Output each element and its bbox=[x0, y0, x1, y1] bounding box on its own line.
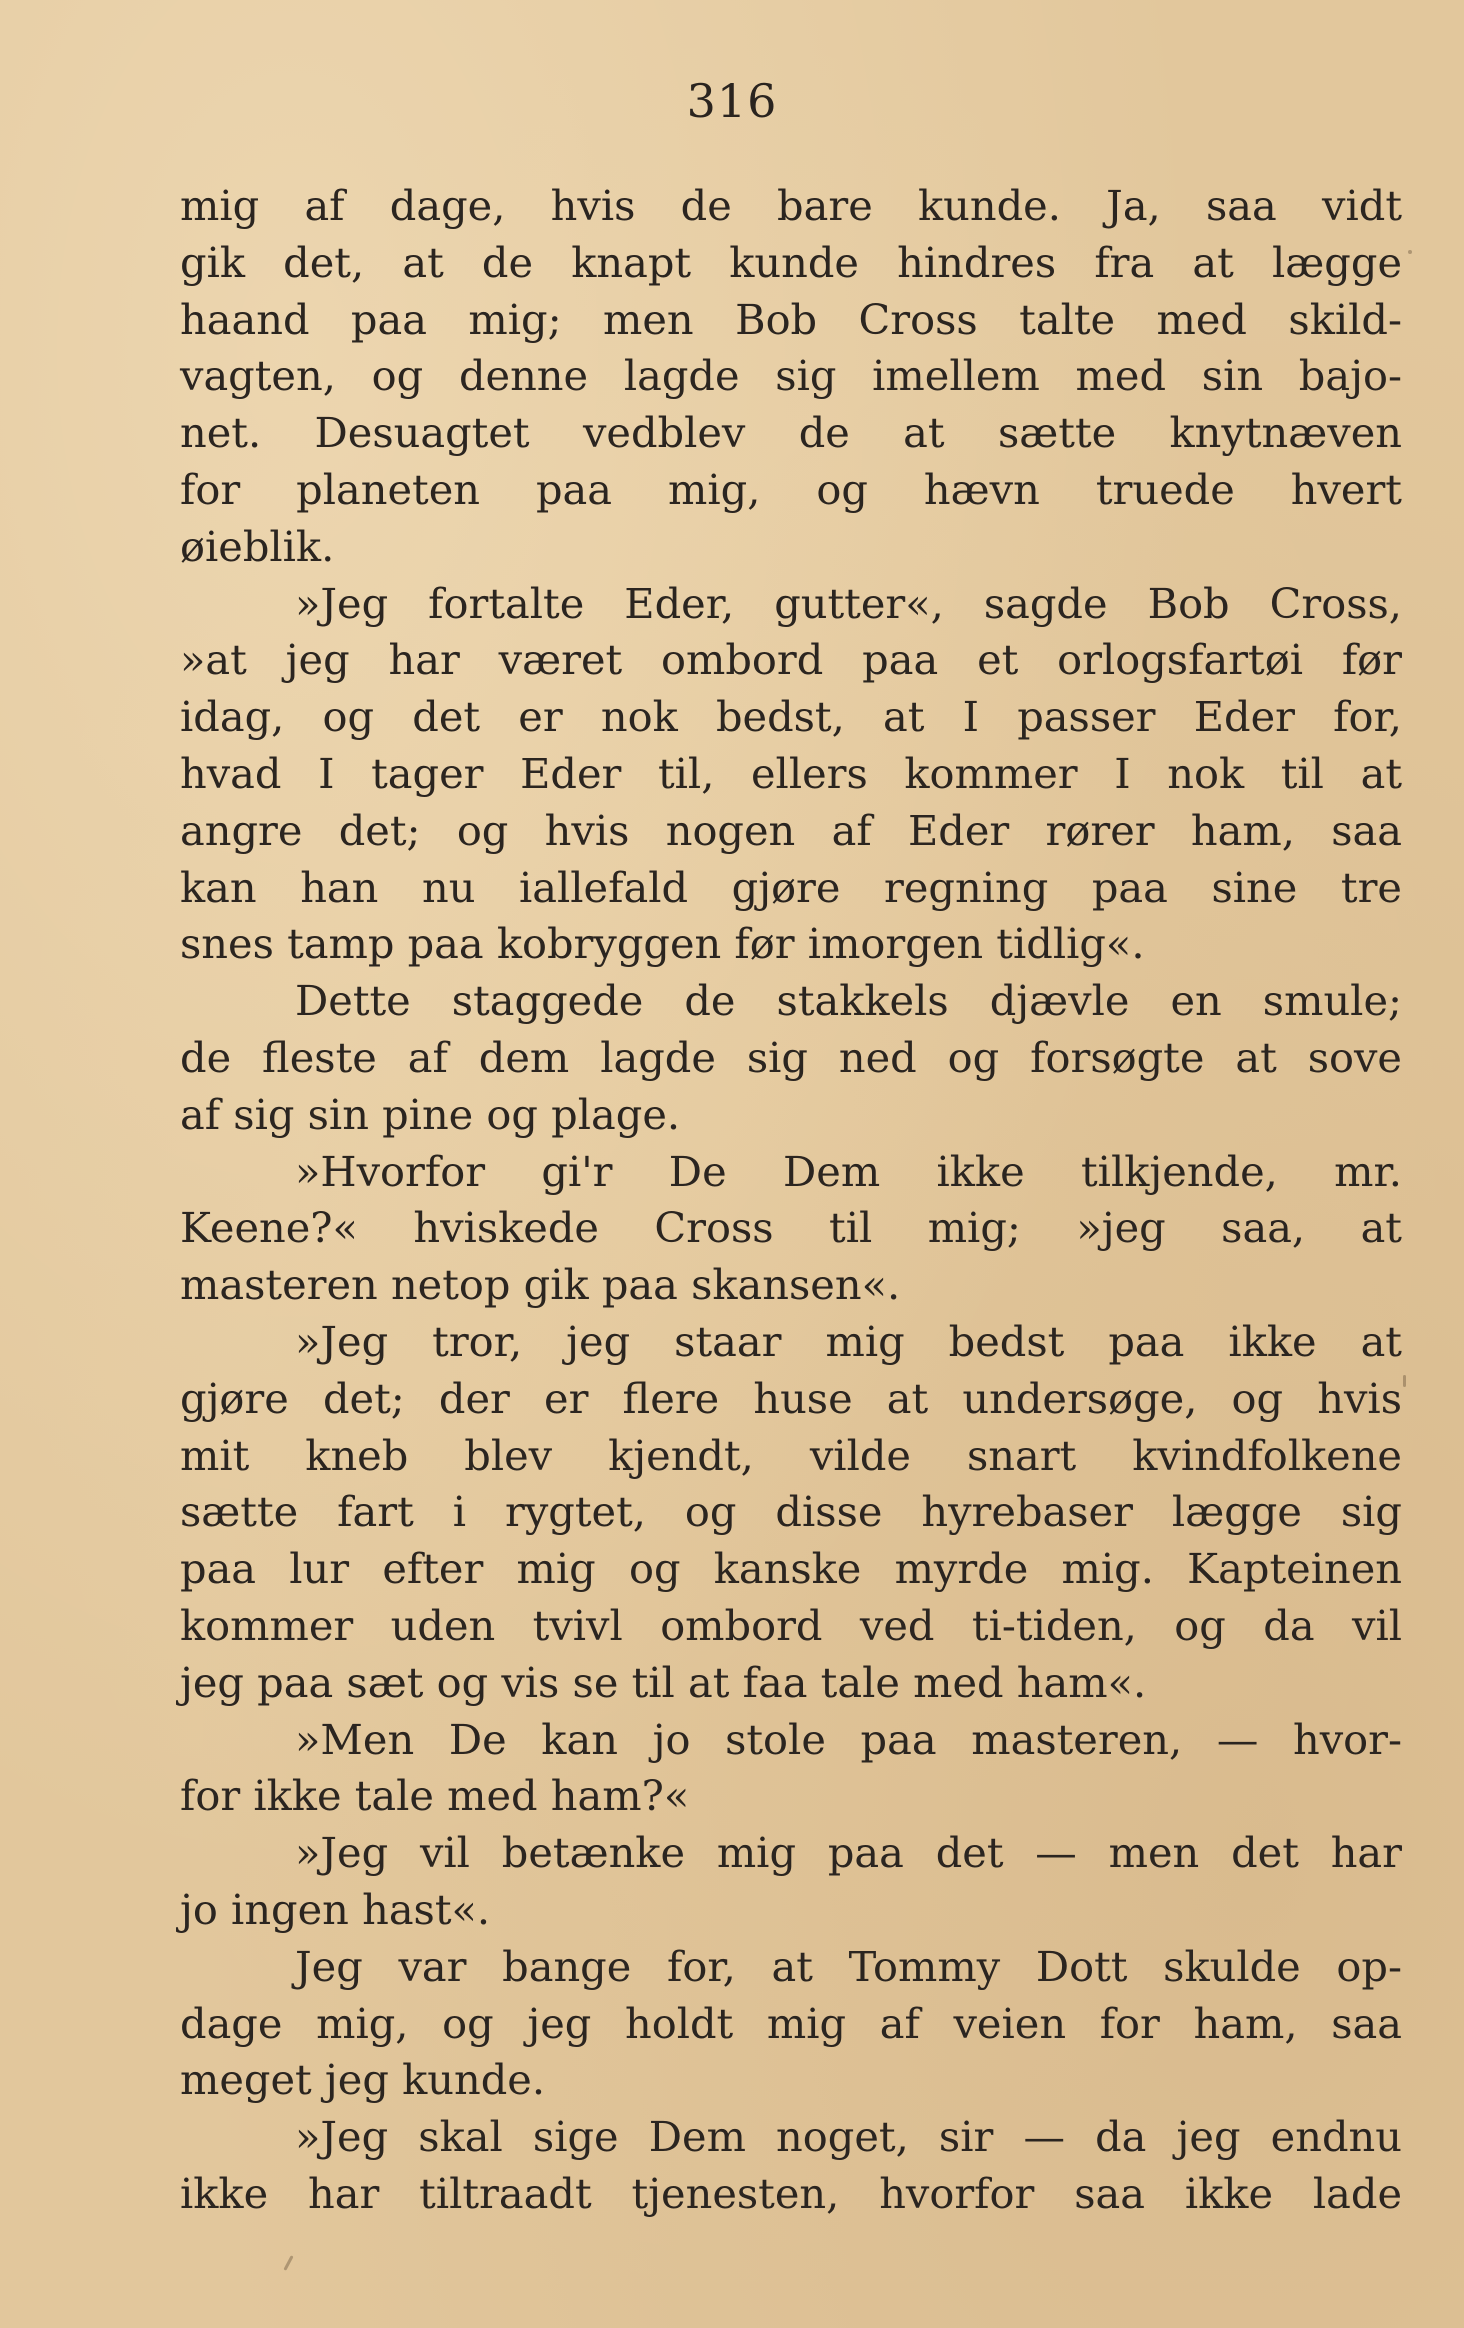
paper-speck bbox=[1403, 1375, 1406, 1387]
text-line: gik det, at de knapt kunde hindres fra at lægge bbox=[180, 237, 1402, 287]
text-line: dage mig, og jeg holdt mig af veien for ham, saa bbox=[180, 1998, 1402, 2048]
text-line: angre det; og hvis nogen af Eder rører ham, saa bbox=[180, 805, 1402, 855]
text-line: øieblik. bbox=[180, 521, 335, 571]
text-line: hvad I tager Eder til, ellers kommer I nok til at bbox=[180, 748, 1402, 798]
text-line: Dette staggede de stakkels djævle en smule; bbox=[295, 976, 1402, 1026]
page-number: 316 bbox=[686, 74, 778, 128]
text-line: jo ingen hast«. bbox=[180, 1884, 491, 1934]
text-line: »at jeg har været ombord paa et orlogsfartøi før bbox=[180, 635, 1402, 685]
paper-speck bbox=[283, 2255, 293, 2271]
text-line: meget jeg kunde. bbox=[180, 2055, 546, 2105]
text-line: for ikke tale med ham?« bbox=[180, 1771, 690, 1821]
text-line: kan han nu iallefald gjøre regning paa sine tre bbox=[180, 862, 1402, 912]
text-line: »Men De kan jo stole paa masteren, — hvor- bbox=[295, 1714, 1402, 1764]
text-line: »Jeg fortalte Eder, gutter«, sagde Bob Cross, bbox=[295, 578, 1402, 628]
text-line: idag, og det er nok bedst, at I passer Eder for, bbox=[180, 692, 1402, 742]
text-line: »Jeg skal sige Dem noget, sir — da jeg endnu bbox=[295, 2112, 1402, 2162]
text-line: paa lur efter mig og kanske myrde mig. Kapteinen bbox=[180, 1544, 1402, 1594]
text-line: masteren netop gik paa skansen«. bbox=[180, 1260, 901, 1310]
text-line: haand paa mig; men Bob Cross talte med skild- bbox=[180, 294, 1402, 344]
text-line: jeg paa sæt og vis se til at faa tale med ham«. bbox=[180, 1657, 1147, 1707]
text-line: vagten, og denne lagde sig imellem med sin bajo- bbox=[180, 351, 1402, 401]
text-line: sætte fart i rygtet, og disse hyrebaser lægge sig bbox=[180, 1487, 1402, 1537]
text-line: kommer uden tvivl ombord ved ti-tiden, og da vil bbox=[180, 1600, 1402, 1650]
text-line: af sig sin pine og plage. bbox=[180, 1089, 681, 1139]
text-line: for planeten paa mig, og hævn truede hvert bbox=[180, 464, 1402, 514]
text-line: net. Desuagtet vedblev de at sætte knytnæven bbox=[180, 408, 1402, 458]
body-text bbox=[180, 178, 1402, 2223]
text-line: gjøre det; der er flere huse at undersøge, og hvis bbox=[180, 1373, 1402, 1423]
text-line: Keene?« hviskede Cross til mig; »jeg saa, at bbox=[180, 1203, 1402, 1253]
text-line: Jeg var bange for, at Tommy Dott skulde op- bbox=[295, 1941, 1402, 1991]
text-line: snes tamp paa kobryggen før imorgen tidlig«. bbox=[180, 919, 1145, 969]
text-line: mig af dage, hvis de bare kunde. Ja, saa vidt bbox=[180, 181, 1402, 230]
text-line: de fleste af dem lagde sig ned og forsøgte at sove bbox=[180, 1032, 1402, 1082]
text-line: »Hvorfor gi'r De Dem ikke tilkjende, mr. bbox=[295, 1146, 1402, 1196]
text-line: »Jeg tror, jeg staar mig bedst paa ikke at bbox=[295, 1316, 1402, 1366]
paper-speck bbox=[1408, 250, 1412, 254]
text-line: »Jeg vil betænke mig paa det — men det har bbox=[295, 1828, 1402, 1878]
text-line: ikke har tiltraadt tjenesten, hvorfor saa ikke lade bbox=[180, 2168, 1402, 2218]
text-line: mit kneb blev kjendt, vilde snart kvindfolkene bbox=[180, 1430, 1402, 1480]
